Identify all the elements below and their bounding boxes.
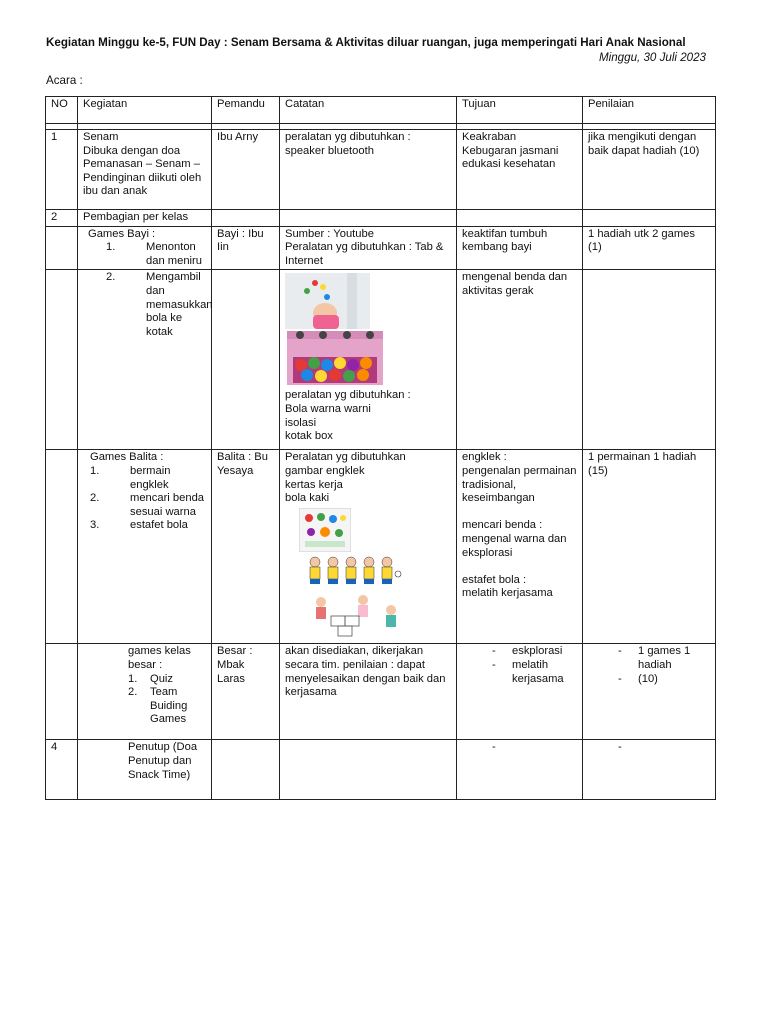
catatan-line: Peralatan yg dibutuhkan [285,451,406,464]
table-row [46,450,716,644]
penilaian-cell: jika mengikuti dengan baik dapat hadiah (10) [583,130,716,210]
catatan-cell: akan disediakan, dikerjakan secara tim. penilaian : dapat menyelesaikan dengan baik dan kerjasama [280,644,457,740]
games-bayi-heading: Games Bayi : [88,227,156,240]
pemandu-cell: Ibu Arny [212,130,280,210]
catatan-line: kertas kerja [285,478,343,491]
color-sorting-sheet-image [299,508,351,552]
list-item: 1. Quiz [128,672,174,685]
penilaian-cell: 1 permainan 1 hadiah (15) [583,450,716,644]
catatan-cell: peralatan yg dibutuhkan : speaker bluetooth [280,130,457,210]
kegiatan-line: Dibuka dengan doa [83,144,181,157]
list-item: 3. estafet bola [90,519,188,532]
catatan-line: kotak box [285,430,333,443]
catatan-line: isolasi [285,416,317,429]
table-row [46,270,716,450]
tujuan-engklek-title: engklek : [462,451,507,464]
table-row [46,740,716,800]
kids-playing-engklek-image [303,554,403,638]
list-item: 2. mencari benda sesuai warna [90,492,205,518]
col-header-kegiatan: Kegiatan [78,97,212,124]
col-header-tujuan: Tujuan [457,97,583,124]
table-row [46,226,716,270]
list-item: 2. Mengambil dan memasukkan bola ke kotak [106,271,213,338]
acara-label: Acara : [46,74,83,87]
baby-ball-box-photo [285,273,385,387]
activity-table [45,96,716,800]
table-header-row [46,97,716,124]
col-header-no: NO [46,97,78,124]
kegiatan-line: Senam [83,131,119,143]
table-row [46,130,716,210]
document-title: Kegiatan Minggu ke-5, FUN Day : Senam Bersama & Aktivitas diluar ruangan, juga memperingati Hari Anak Nasional [46,36,686,49]
catatan-cell [280,270,457,450]
col-header-pemandu: Pemandu [212,97,280,124]
pemandu-cell: Bayi : Ibu Iin [212,226,280,270]
penilaian-cell [583,644,716,740]
tujuan-mencari-title: mencari benda : [462,519,543,532]
kegiatan-cell [78,644,212,740]
tujuan-line: Kebugaran jasmani [462,144,559,157]
list-item: - eskplorasi [492,645,563,658]
tujuan-estafet-title: estafet bola : [462,573,527,586]
penilaian-cell: - [583,740,716,800]
kegiatan-cell [78,130,212,210]
kegiatan-line: Pemanasan – Senam – Pendinginan diikuti oleh ibu dan anak [83,158,202,198]
tujuan-line: Keakraban [462,131,517,143]
col-header-penilaian: Penilaian [583,97,716,124]
tujuan-engklek-body: pengenalan permainan tradisional, keseimbangan [462,464,577,505]
games-besar-heading: games kelas besar : [128,645,191,671]
catatan-line: Peralatan yg dibutuhkan : Tab & Internet [285,241,444,267]
row-number: 1 [46,130,78,210]
pemandu-cell: Besar : Mbak Laras [212,644,280,740]
tujuan-estafet-body: melatih kerjasama [462,587,553,600]
list-item: - (10) [618,672,658,685]
kegiatan-cell [78,450,212,644]
tujuan-cell: - [457,740,583,800]
document-date: Minggu, 30 Juli 2023 [599,51,706,64]
kegiatan-cell [78,270,212,450]
catatan-line: bola kaki [285,492,330,505]
tujuan-cell: mengenal benda dan aktivitas gerak [457,270,583,450]
catatan-line: gambar engklek [285,464,365,477]
kegiatan-cell: Pembagian per kelas [78,210,212,227]
table-row [46,210,716,227]
catatan-line: Bola warna warni [285,402,371,415]
tujuan-cell [457,644,583,740]
games-balita-heading: Games Balita : [90,451,164,464]
pemandu-cell: Balita : Bu Yesaya [212,450,280,644]
tujuan-mencari-body: mengenal warna dan eksplorasi [462,532,567,559]
kegiatan-cell: Penutup (Doa Penutup dan Snack Time) [78,740,212,800]
row-number: 4 [46,740,78,800]
catatan-cell [280,226,457,270]
tujuan-cell [457,450,583,644]
table-row [46,644,716,740]
catatan-cell [280,450,457,644]
list-item: 2. Team Buiding Games [128,686,188,726]
list-item: 1. Menonton dan meniru [106,241,202,267]
row-number: 2 [46,210,78,227]
col-header-catatan: Catatan [280,97,457,124]
kegiatan-cell [78,226,212,270]
tujuan-cell [457,130,583,210]
penilaian-cell: 1 hadiah utk 2 games (1) [583,226,716,270]
list-item: - 1 games 1 hadiah [618,645,691,671]
catatan-line: peralatan yg dibutuhkan : [285,389,411,402]
list-item: - melatih kerjasama [492,658,564,685]
list-item: 1. bermain engklek [90,464,171,491]
tujuan-cell: keaktifan tumbuh kembang bayi [457,226,583,270]
catatan-line: Sumber : Youtube [285,227,374,240]
tujuan-line: edukasi kesehatan [462,158,556,171]
